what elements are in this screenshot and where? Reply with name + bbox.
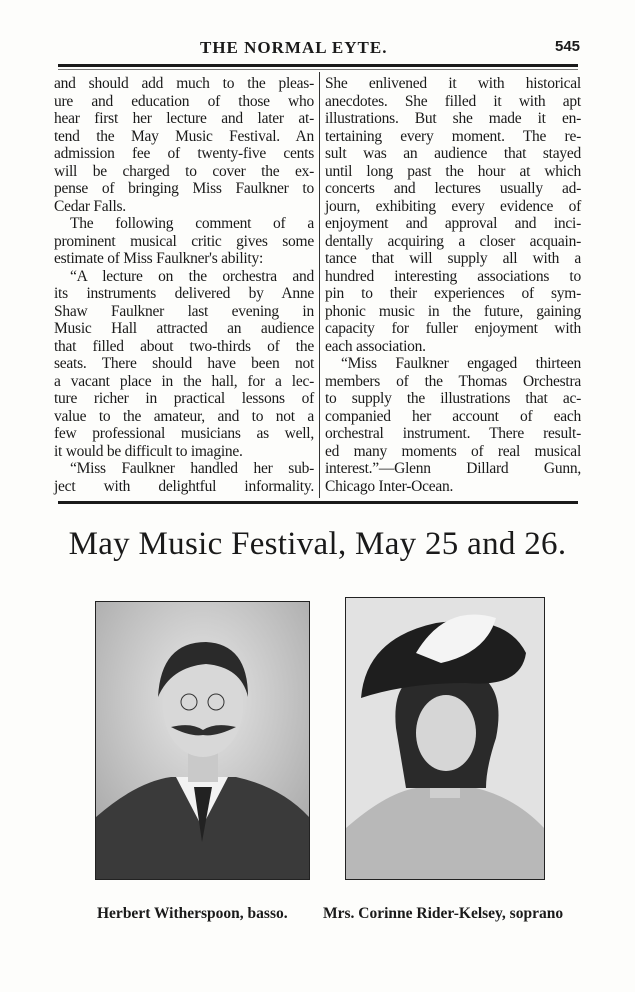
text-line: tance that will supply all with a: [325, 250, 581, 267]
text-line: will be charged to cover the ex-: [54, 162, 314, 180]
column-divider: [319, 72, 320, 498]
text-line: pin to their experiences of sym-: [325, 285, 581, 302]
text-line: She enlivened it with historical: [325, 75, 581, 92]
text-line: illustrations. But she made it en-: [325, 110, 581, 127]
header-rule-thin: [58, 69, 578, 70]
text-line: tend the May Music Festival. An: [54, 127, 314, 145]
header-rule: [58, 64, 578, 67]
text-line: Shaw Faulkner last evening in: [54, 302, 314, 320]
text-line: sult was an audience that stayed: [325, 145, 581, 162]
page-number: 545: [555, 38, 581, 55]
text-line: Chicago Inter-Ocean.: [325, 477, 454, 495]
text-line: hear first her lecture and later at-: [54, 110, 314, 127]
text-line: its instruments delivered by Anne: [54, 285, 314, 302]
portrait-photo-rider-kelsey: [345, 597, 545, 880]
text-line: enjoyment and approval and inci-: [325, 215, 581, 232]
text-line: orchestral instrument. There result-: [325, 425, 581, 442]
text-line: capacity for fuller enjoyment with: [325, 320, 581, 337]
text-line: “Miss Faulkner engaged thirteen: [341, 355, 581, 372]
text-line: phonic music in the future, gaining: [325, 302, 581, 320]
text-line: estimate of Miss Faulkner's ability:: [54, 250, 264, 267]
text-line: “A lecture on the orchestra and: [70, 267, 314, 285]
text-line: anecdotes. She filled it with apt: [325, 92, 581, 110]
text-line: ed many moments of real musical: [325, 442, 581, 460]
text-line: value to the amateur, and to not a: [54, 407, 314, 425]
text-line: hundred interesting associations to: [325, 267, 581, 285]
text-line: seats. There should have been not: [54, 355, 314, 372]
text-line: “Miss Faulkner handled her sub-: [70, 460, 314, 477]
text-line: admission fee of twenty-five cents: [54, 145, 314, 162]
text-line: companied her account of each: [325, 407, 581, 425]
text-line: prominent musical critic gives some: [54, 232, 314, 250]
text-line: ject with delightful informality.: [54, 477, 314, 495]
text-line: pense of bringing Miss Faulkner to: [54, 180, 314, 197]
text-line: members of the Thomas Orchestra: [325, 372, 581, 390]
portrait-photo-witherspoon: [95, 601, 310, 880]
text-line: a vacant place in the hall, for a lec-: [54, 372, 314, 390]
text-line: tertaining every moment. The re-: [325, 127, 581, 145]
section-title: May Music Festival, May 25 and 26.: [68, 526, 567, 562]
text-line: Cedar Falls.: [54, 197, 126, 215]
text-line: concerts and lectures usually ad-: [325, 180, 581, 197]
text-line: it would be difficult to imagine.: [54, 442, 243, 460]
text-line: dentally acquiring a closer acquain-: [325, 232, 581, 250]
text-line: interest.”—Glenn Dillard Gunn,: [325, 460, 581, 477]
text-line: ure and education of those who: [54, 92, 314, 110]
portrait-caption: Herbert Witherspoon, basso.: [97, 905, 288, 922]
text-line: few professional musicians as well,: [54, 425, 314, 442]
text-line: journ, exhibiting every evidence of: [325, 197, 581, 215]
portrait-caption: Mrs. Corinne Rider-Kelsey, soprano: [323, 905, 564, 922]
text-line: and should add much to the pleas-: [54, 75, 314, 92]
text-line: to supply the illustrations that ac-: [325, 390, 581, 407]
running-header: [0, 38, 635, 58]
journal-title: THE NORMAL EYTE.: [200, 38, 388, 57]
text-line: The following comment of a: [70, 215, 314, 232]
section-rule: [58, 501, 578, 504]
text-line: Music Hall attracted an audience: [54, 320, 314, 337]
right-column: [325, 75, 581, 495]
left-column: [54, 75, 314, 495]
text-line: that filled about two-thirds of the: [54, 337, 314, 355]
text-line: each association.: [325, 337, 426, 355]
text-line: until long past the hour at which: [325, 162, 581, 180]
text-line: ture richer in practical lessons of: [54, 390, 314, 407]
